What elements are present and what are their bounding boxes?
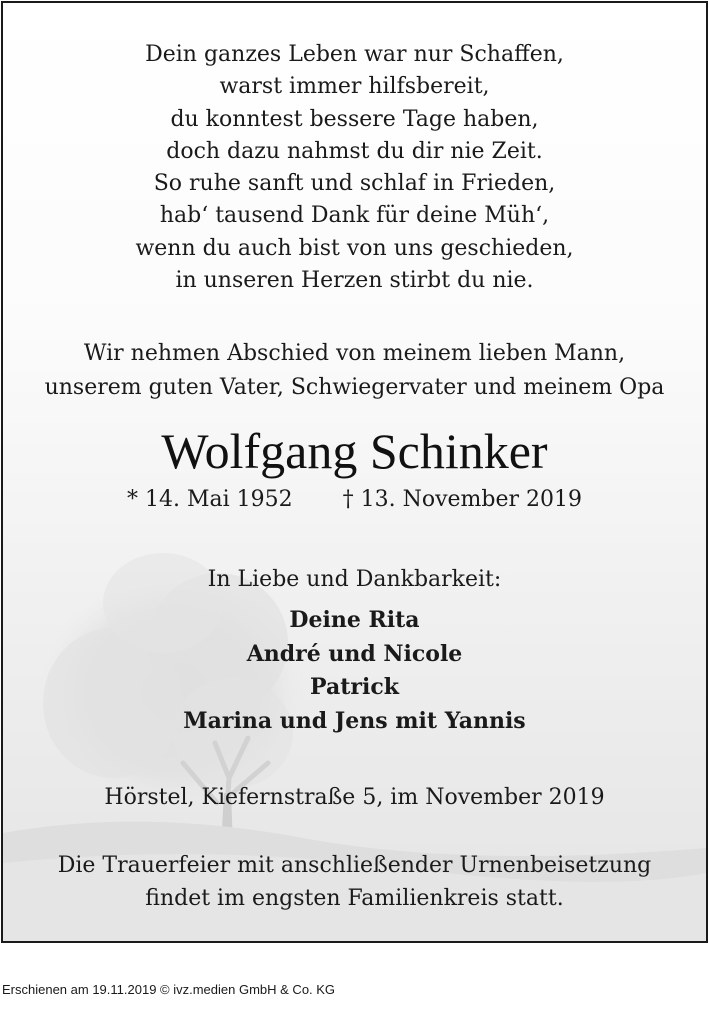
deceased-name: Wolfgang Schinker bbox=[161, 423, 548, 479]
publication-footer: Erschienen am 19.11.2019 © ivz.medien GmbH & Co. KG bbox=[2, 982, 336, 997]
birth-date: * 14. Mai 1952 bbox=[126, 487, 293, 512]
mourner-name: Marina und Jens mit Yannis bbox=[183, 707, 526, 734]
mourner-name: Patrick bbox=[310, 674, 399, 700]
funeral-note-line: Die Trauerfeier mit anschließender Urnenbeisetzung bbox=[57, 853, 652, 878]
poem-line: Dein ganzes Leben war nur Schaffen, bbox=[145, 42, 564, 67]
poem-line: wenn du auch bist von uns geschieden, bbox=[135, 235, 574, 261]
poem-line: So ruhe sanft und schlaf in Frieden, bbox=[153, 171, 556, 197]
place-and-date: Hörstel, Kiefernstraße 5, im November 2019 bbox=[104, 785, 605, 810]
death-date: † 13. November 2019 bbox=[342, 487, 583, 512]
life-dates bbox=[3, 485, 706, 515]
poem-line: warst immer hilfsbereit, bbox=[219, 74, 490, 100]
poem-line: du konntest bessere Tage haben, bbox=[170, 106, 539, 132]
farewell-intro bbox=[3, 337, 706, 405]
intro-line: unserem guten Vater, Schwiegervater und meinem Opa bbox=[44, 375, 665, 400]
poem-line: in unseren Herzen stirbt du nie. bbox=[175, 268, 534, 294]
poem-line: hab‘ tausend Dank für deine Müh‘, bbox=[159, 203, 550, 229]
funeral-note-line: findet im engsten Familienkreis statt. bbox=[145, 886, 564, 911]
funeral-note bbox=[3, 849, 706, 915]
intro-line: Wir nehmen Abschied von meinem lieben Mann, bbox=[83, 341, 626, 366]
mourner-name: Deine Rita bbox=[289, 607, 420, 633]
mourner-name: André und Nicole bbox=[246, 640, 463, 667]
poem-line: doch dazu nahmst du dir nie Zeit. bbox=[166, 138, 543, 164]
obituary-notice bbox=[1, 1, 708, 943]
poem bbox=[3, 39, 706, 297]
gratitude-line: In Liebe und Dankbarkeit: bbox=[207, 567, 502, 592]
mourners-list bbox=[3, 604, 706, 738]
